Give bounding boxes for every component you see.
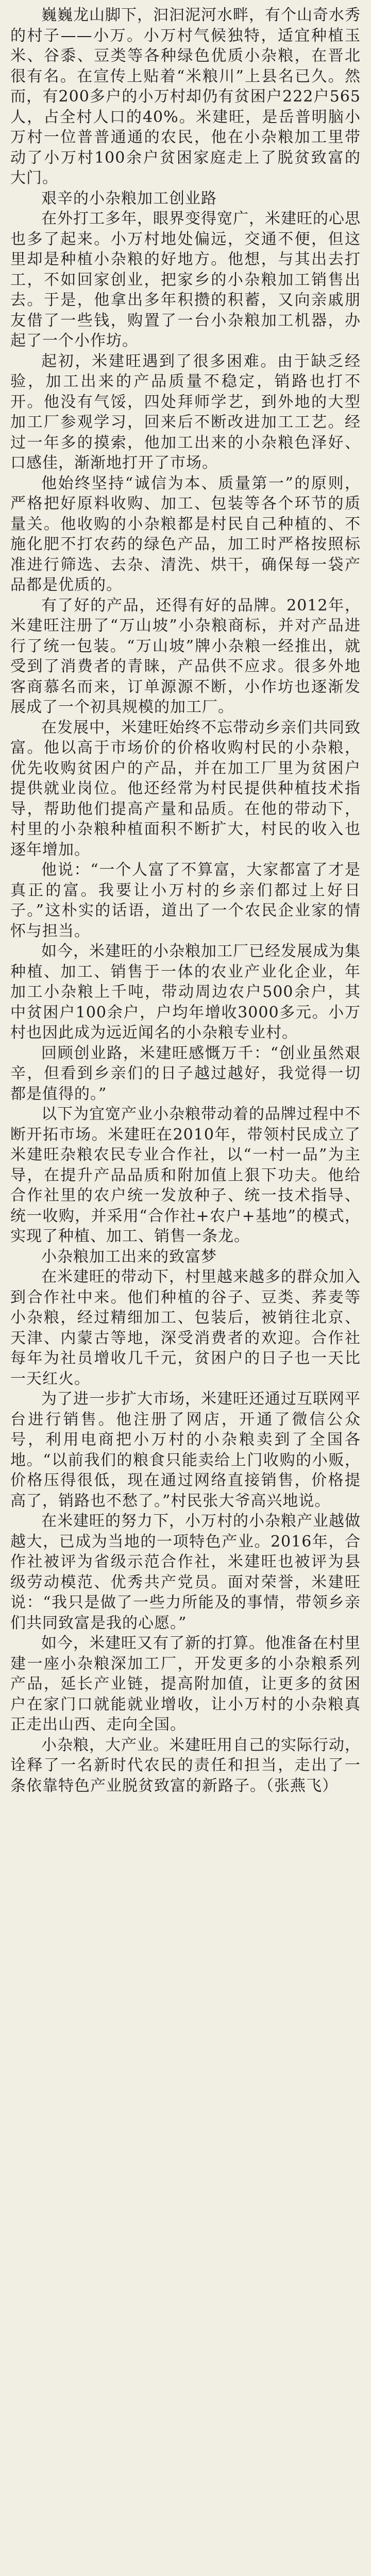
closing-paragraph: 小杂粮，大产业。米建旺用自己的实际行动，诠释了一名新时代农民的责任和担当，走出了一条依靠特色产业脱贫致富的新路子。（张燕飞） <box>10 1736 361 1795</box>
paragraph: 在外打工多年，眼界变得宽广，米建旺的心思也多了起来。小万村地处偏远，交通不便，但这里却是种植小杂粮的好地方。他想，与其出去打工，不如回家创业，把家乡的小杂粮加工销售出去。于是，他拿出多年积攒的积蓄，又向亲戚朋友借了一些钱，购置了一台小杂粮加工机器，办起了一个小作坊。 <box>10 210 361 350</box>
paragraph: 巍巍龙山脚下，汩汩泥河水畔，有个山奇水秀的村子——小万。小万村气候独特，适宜种植玉米、谷黍、豆类等各种绿色优质小杂粮，在晋北很有名。在宣传上贴着“米粮川”上县名已久。然而，有200多户的小万村却仍有贫困户222户565人，占全村人口的40%。米建旺，是岳普明脑小万村一位普普通通的农民，他在小杂粮加工里带动了小万村100余户贫困家庭走上了脱贫致富的大门。 <box>10 6 361 187</box>
paragraph: 他说：“一个人富了不算富，大家都富了才是真正的富。我要让小万村的乡亲们都过上好日子。”这朴实的话语，道出了一个农民企业家的情怀与担当。 <box>10 861 361 940</box>
paragraph: 他始终坚持“诚信为本、质量第一”的原则，严格把好原料收购、加工、包装等各个环节的质量关。他收购的小杂粮都是村民自己种植的、不施化肥不打农药的绿色产品，加工时严格按照标准进行筛选、去杂、清洗、烘干，确保每一袋产品都是优质的。 <box>10 474 361 594</box>
section-heading: 小杂粮加工出来的致富梦 <box>41 1247 217 1266</box>
paragraph: 起初，米建旺遇到了很多困难。由于缺乏经验，加工出来的产品质量不稳定，销路也打不开。他没有气馁，四处拜师学艺，到外地的大型加工厂参观学习，回来后不断改进加工工艺。经过一年多的摸索，他加工出来的小杂粮色泽好、口感佳，渐渐地打开了市场。 <box>10 352 361 472</box>
paragraph: 在米建旺的带动下，村里越来越多的群众加入到合作社中来。他们种植的谷子、豆类、荞麦等小杂粮，经过精细加工、包装后，被销往北京、天津、内蒙古等地，深受消费者的欢迎。合作社每年为社员增收几千元，贫困户的日子也一天比一天红火。 <box>10 1268 361 1388</box>
paragraph: 为了进一步扩大市场，米建旺还通过互联网平台进行销售。他注册了网店，开通了微信公众号，利用电商把小万村的小杂粮卖到了全国各地。“以前我们的粮食只能卖给上门收购的小贩，价格压得很低，现在通过网络直接销售，价格提高了，销路也不愁了。”村民张大爷高兴地说。 <box>10 1390 361 1510</box>
paragraph: 在发展中，米建旺始终不忘带动乡亲们共同致富。他以高于市场价的价格收购村民的小杂粮，优先收购贫困户的产品，并在加工厂里为贫困户提供就业岗位。他还经常为村民提供种植技术指导，帮助他们提高产量和品质。在他的带动下，村里的小杂粮种植面积不断扩大，村民的收入也逐年增加。 <box>10 718 361 859</box>
paragraph: 以下为宜宽产业小杂粮带动着的品牌过程中不断开拓市场。米建旺在2010年，带领村民成立了米建旺杂粮农民专业合作社，以“一村一品”为主导，在提升产品品质和附加值上狠下功夫。他给合作社里的农户统一发放种子、统一技术指导、统一收购，并采用“合作社+农户+基地”的模式，实现了种植、加工、销售一条龙。 <box>10 1105 361 1245</box>
paragraph: 如今，米建旺的小杂粮加工厂已经发展成为集种植、加工、销售于一体的农业产业化企业，年加工小杂粮上千吨，带动周边农户500余户，其中贫困户100余户，户均年增收3000多元。小万村也因此成为远近闻名的小杂粮专业村。 <box>10 942 361 1042</box>
paragraph: 回顾创业路，米建旺感慨万千：“创业虽然艰辛，但看到乡亲们的日子越过越好，我觉得一切都是值得的。” <box>10 1044 361 1103</box>
paragraph: 有了好的产品，还得有好的品牌。2012年，米建旺注册了“万山坡”小杂粮商标，并对产品进行了统一包装。“万山坡”牌小杂粮一经推出，就受到了消费者的青睐，产品供不应求。很多外地客商慕名而来，订单源源不断，小作坊也逐渐发展成了一个初具规模的加工厂。 <box>10 596 361 716</box>
section-heading: 艰辛的小杂粮加工创业路 <box>41 189 217 208</box>
paragraph: 在米建旺的努力下，小万村的小杂粮产业越做越大，已成为当地的一项特色产业。2016年，合作社被评为省级示范合作社，米建旺也被评为县级劳动模范、优秀共产党员。面对荣誉，米建旺说：“我只是做了一些力所能及的事情，带领乡亲们共同致富是我的心愿。” <box>10 1512 361 1632</box>
paragraph: 如今，米建旺又有了新的打算。他准备在村里建一座小杂粮深加工厂，开发更多的小杂粮系列产品，延长产业链，提高附加值，让更多的贫困户在家门口就能就业增收，让小万村的小杂粮真正走出山西、走向全国。 <box>10 1634 361 1734</box>
